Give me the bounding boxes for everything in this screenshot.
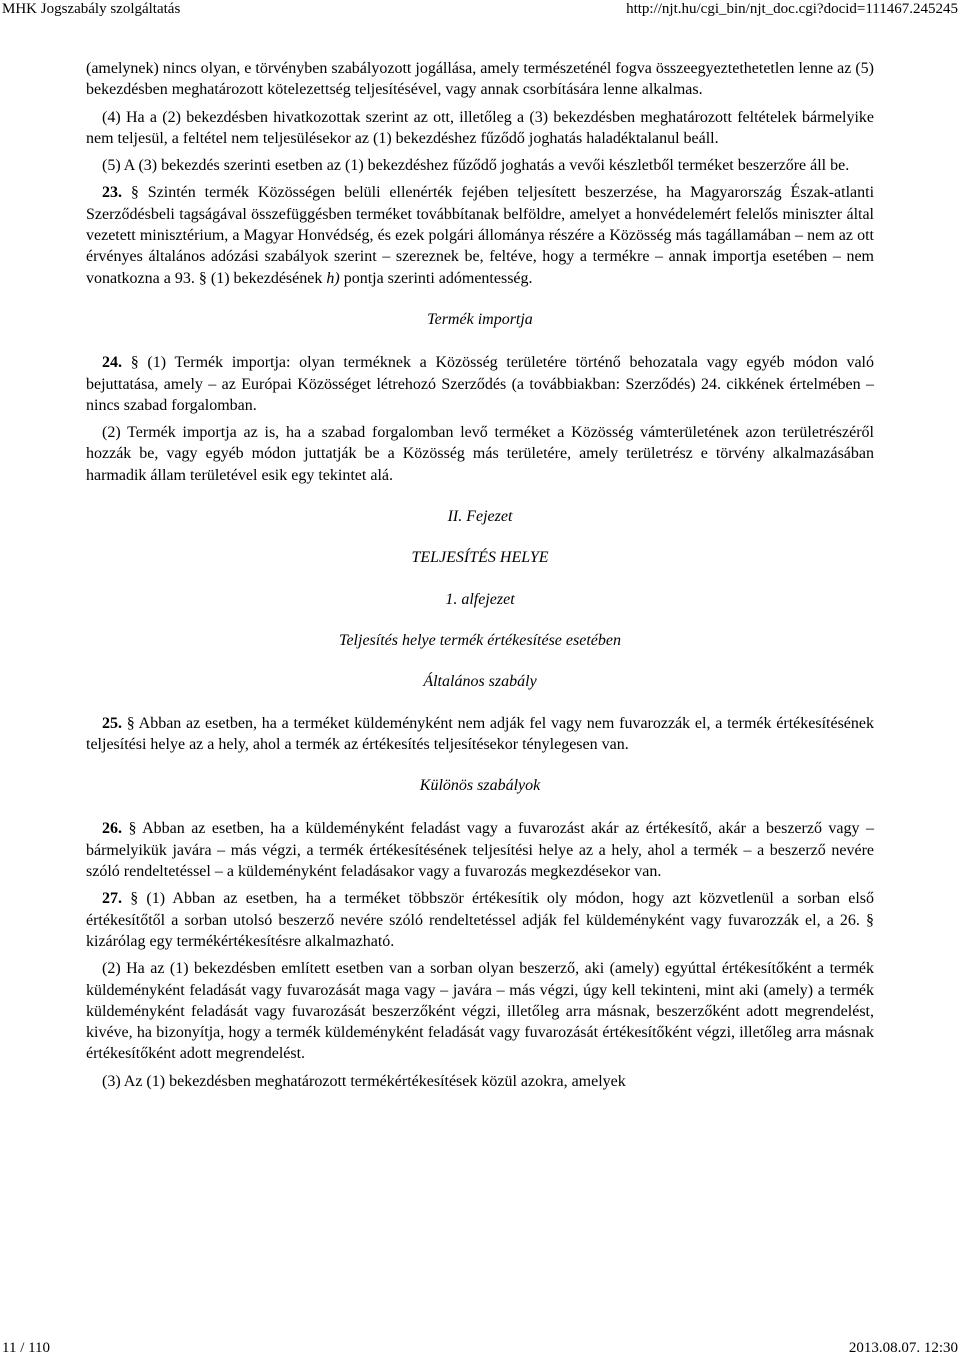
section-text: Szintén termék Közösségen belüli ellenérték fejében teljesített beszerzése, ha Magyarország Észak-atlanti Szerződésbeli tagságával összefüggésben terméket továbbítanak belföldre, amelyet a honvédelemért felelős miniszter által vezetett minisztérium, a Magyar Honvédség, és ezek polgári állománya részére a Közösség más tagállamában – nem az ott érvényes általános adózási szabályok szerint – szereznek be, feltéve, hogy a termékre – annak importja esetében – nem vonatkozna a 93.	[86, 184, 875, 287]
section-sign: §	[130, 890, 139, 908]
paragraph: (2) Ha az (1) bekezdésben említett esetben van a sorban olyan beszerző, aki (amely) egyúttal értékesítőként a termék küldeményként feladását vagy fuvarozását maga vagy – javára – más végzi, úgy kell tekinteni, mint aki (amely) a termék küldeményként feladását vagy fuvarozását beszerzőként végzi, illetőleg arra másnak, beszerzőként adott megrendelést, kivéve, ha bizonyítja, hogy a termék küldeményként feladását vagy fuvarozását értékesítőként végzi, illetőleg arra másnak értékesítőként adott megrendelést.	[86, 960, 874, 1063]
section-number: 24.	[102, 354, 131, 372]
section-text: Abban az esetben, ha a küldeményként feladást vagy a fuvarozást akár az értékesítő, akár a beszerző vagy – bármelyikük javára – más végzi, a termék értékesítésének teljesítési helye az a hely, ahol a termék – a beszerző nevére szóló rendeltetéssel – a küldeményként feladásakor vagy a fuvarozás megkezdésekor van.	[86, 820, 875, 881]
paragraph: (3) Az (1) bekezdésben meghatározott termékértékesítések közül azokra, amelyek	[102, 1072, 626, 1090]
page-number: 11 / 110	[2, 1340, 51, 1356]
header-source: MHK Jogszabály szolgáltatás	[2, 1, 181, 17]
heading-import: Termék importja	[427, 310, 533, 328]
document-body	[86, 58, 874, 1098]
heading-subtitle: Teljesítés helye termék értékesítése esetében	[339, 631, 621, 649]
section-number: 27.	[102, 890, 131, 908]
paragraph: (2) Termék importja az is, ha a szabad forgalomban levő terméket a Közösség vámterületének azon területrészéről hozzák be, vagy egyéb módon juttatják be a Közösség más területére, amely területrész e törvény alkalmazásában harmadik állam területével esik egy tekintet alá.	[86, 424, 874, 484]
section-number: 25.	[102, 714, 127, 732]
section-text: (1) Termék importja: olyan terméknek a Közösség területére történő behozatala vagy egyéb módon való bejuttatása, amely – az Európai Közösséget létrehozó Szerződés (a továbbiakban: Szerződés) 24. cikkének értelmében – nincs szabad forgalomban.	[86, 354, 874, 414]
paragraph: (amelynek) nincs olyan, e törvényben szabályozott jogállása, amely természeténél fogva összeegyeztethetetlen lenne az (5) bekezdésben meghatározott kötelezettség teljesítésével, vagy annak csorbítására lenne alkalmas.	[86, 60, 874, 99]
section-sign: §	[128, 820, 137, 838]
section-sign: §	[130, 184, 139, 202]
section-text: (1) bekezdésének	[206, 269, 327, 287]
section-26	[86, 818, 874, 882]
section-sign: §	[126, 714, 135, 732]
section-text: (1) Abban az esetben, ha a terméket többször értékesítik oly módon, hogy azt közvetlenül a sorban első értékesítőtől a sorban utolsó beszerző nevére szóló rendeltetéssel adják fel küldeményként vagy fuvarozzák el, a 26. § kizárólag egy termékértékesítésre alkalmazható.	[86, 890, 875, 950]
header-url: http://njt.hu/cgi_bin/njt_doc.cgi?docid=111467.245245	[626, 1, 958, 17]
section-text: pontja szerinti adómentesség.	[339, 269, 533, 287]
heading-chapter: II. Fejezet	[447, 508, 513, 526]
section-sign: §	[130, 354, 139, 372]
point-ref: h)	[326, 269, 340, 287]
heading-general-rule: Általános szabály	[423, 673, 537, 691]
heading-title: TELJESÍTÉS HELYE	[411, 549, 549, 567]
print-date: 2013.08.07. 12:30	[848, 1340, 958, 1356]
heading-subchapter: 1. alfejezet	[445, 590, 515, 608]
heading-special-rules: Különös szabályok	[419, 777, 541, 795]
paragraph: (5) A (3) bekezdés szerinti esetben az (1) bekezdéshez fűződő joghatás a vevői készletből terméket beszerzőre áll be.	[102, 157, 850, 175]
paragraph: (4) Ha a (2) bekezdésben hivatkozottak szerint az ott, illetőleg a (3) bekezdésben meghatározott feltételek bármelyike nem teljesül, a feltétel nem teljesülésekor az (1) bekezdéshez fűződő joghatás haladéktalanul beáll.	[86, 108, 874, 147]
section-25	[86, 713, 874, 756]
section-24	[86, 352, 874, 416]
section-number: 26.	[102, 820, 129, 838]
section-text: Abban az esetben, ha a terméket küldeményként nem adják fel vagy nem fuvarozzák el, a termék értékesítésének teljesítési helye az a hely, ahol a termék az értékesítés teljesítésekor ténylegesen van.	[86, 714, 875, 753]
section-number: 23.	[102, 184, 131, 202]
section-23	[86, 182, 874, 288]
section-sign: §	[198, 269, 207, 287]
section-27	[86, 888, 874, 952]
